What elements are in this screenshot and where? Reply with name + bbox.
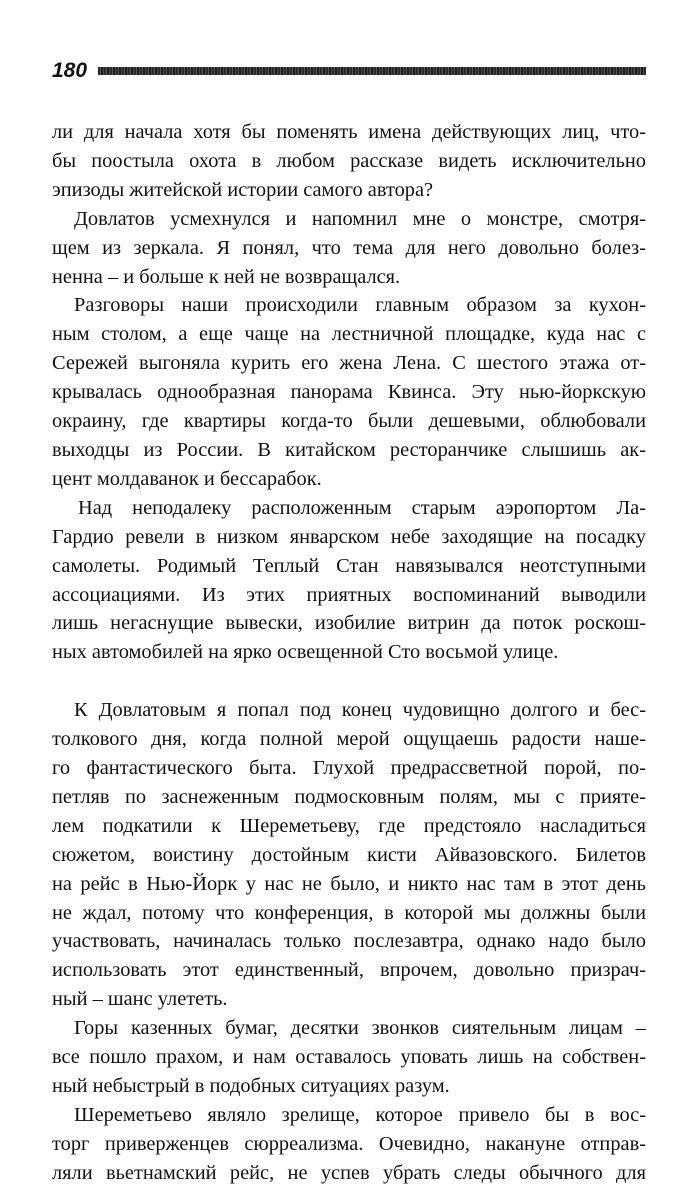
body-text <box>52 118 646 1188</box>
paragraph <box>52 118 646 205</box>
page-number: 180 <box>52 59 88 82</box>
paragraph <box>52 494 646 667</box>
text-line: использовать этот единственный, впрочем, довольно призрач- <box>52 959 646 982</box>
text-line: цент молдаванок и бессарабок. <box>52 467 322 490</box>
text-line: Гардио ревели в низком январском небе заходящие на посадку <box>52 525 646 548</box>
text-line: лишь негаснущие вывески, изобилие витрин да поток роскош- <box>52 612 646 635</box>
text-line: го фантастического быта. Глухой предрассветной порой, по- <box>52 757 646 780</box>
text-line: торг приверженцев сюрреализма. Очевидно, накануне отправ- <box>52 1132 646 1155</box>
paragraph <box>52 1101 646 1188</box>
text-line: ненна – и больше к ней не возвращался. <box>52 265 401 288</box>
running-header <box>52 58 646 84</box>
text-line: лем подкатили к Шереметьеву, где предстояло насладиться <box>52 814 646 837</box>
header-rule <box>98 67 646 75</box>
text-line: эпизоды житейской истории самого автора? <box>52 178 434 201</box>
text-line: ным столом, а еще чаще на лестничной площадке, куда нас с <box>52 323 646 346</box>
text-line: не ждал, потому что конференция, в которой мы должны были <box>52 901 646 924</box>
text-line: Горы казенных бумаг, десятки звонков сиятельным лицам – <box>74 1017 646 1040</box>
paragraph <box>52 291 646 493</box>
paragraph <box>52 696 646 1014</box>
text-line: все пошло прахом, и нам оставалось уповать лишь на собствен- <box>52 1046 646 1069</box>
text-line: ных автомобилей на ярко освещенной Сто восьмой улице. <box>52 641 559 664</box>
text-line: Над неподалеку расположенным старым аэропортом Ла- <box>78 496 646 519</box>
text-line: Сережей выгоняла курить его жена Лена. С шестого этажа от- <box>52 352 646 375</box>
text-line: сюжетом, воистину достойным кисти Айвазовского. Билетов <box>52 843 646 866</box>
text-line: на рейс в Нью-Йорк у нас не было, и никто нас там в этот день <box>52 872 646 895</box>
text-line: ляли вьетнамский рейс, не успев убрать следы обычного для <box>52 1161 646 1184</box>
text-line: крывалась однообразная панорама Квинса. Эту нью-йоркскую <box>52 381 646 404</box>
text-line: Разговоры наши происходили главным образом за кухон- <box>74 294 646 317</box>
text-line: бы поостыла охота в любом рассказе видеть исключительно <box>52 149 646 172</box>
text-line: Шереметьево являло зрелище, которое привело бы в вос- <box>74 1103 646 1126</box>
text-line: толкового дня, когда полной мерой ощущаешь радости наше- <box>52 728 646 751</box>
text-line: ный небыстрый в подобных ситуациях разум. <box>52 1075 450 1097</box>
text-line: самолеты. Родимый Теплый Стан навязывался неотступными <box>52 554 646 577</box>
section-break <box>52 667 646 696</box>
text-line: окраину, где квартиры когда-то были дешевыми, облюбовали <box>52 410 646 433</box>
text-line: участвовать, начиналась только послезавтра, однако надо было <box>52 930 646 953</box>
text-line: Довлатов усмехнулся и напомнил мне о монстре, смотря- <box>74 207 646 230</box>
text-line: выходцы из России. В китайском ресторанчике слышишь ак- <box>52 438 646 461</box>
text-line: ный – шанс улететь. <box>52 988 228 1011</box>
text-line: К Довлатовым я попал под конец чудовищно долгого и бес- <box>74 699 646 722</box>
text-line: щем из зеркала. Я понял, что тема для него довольно болез- <box>52 236 646 259</box>
text-line: ассоциациями. Из этих приятных воспоминаний выводили <box>52 583 646 606</box>
paragraph <box>52 1014 646 1101</box>
text-line: петляв по заснеженным подмосковным полям, мы с прияте- <box>52 785 646 808</box>
paragraph <box>52 205 646 292</box>
text-line: ли для начала хотя бы поменять имена действующих лиц, что- <box>52 121 646 143</box>
